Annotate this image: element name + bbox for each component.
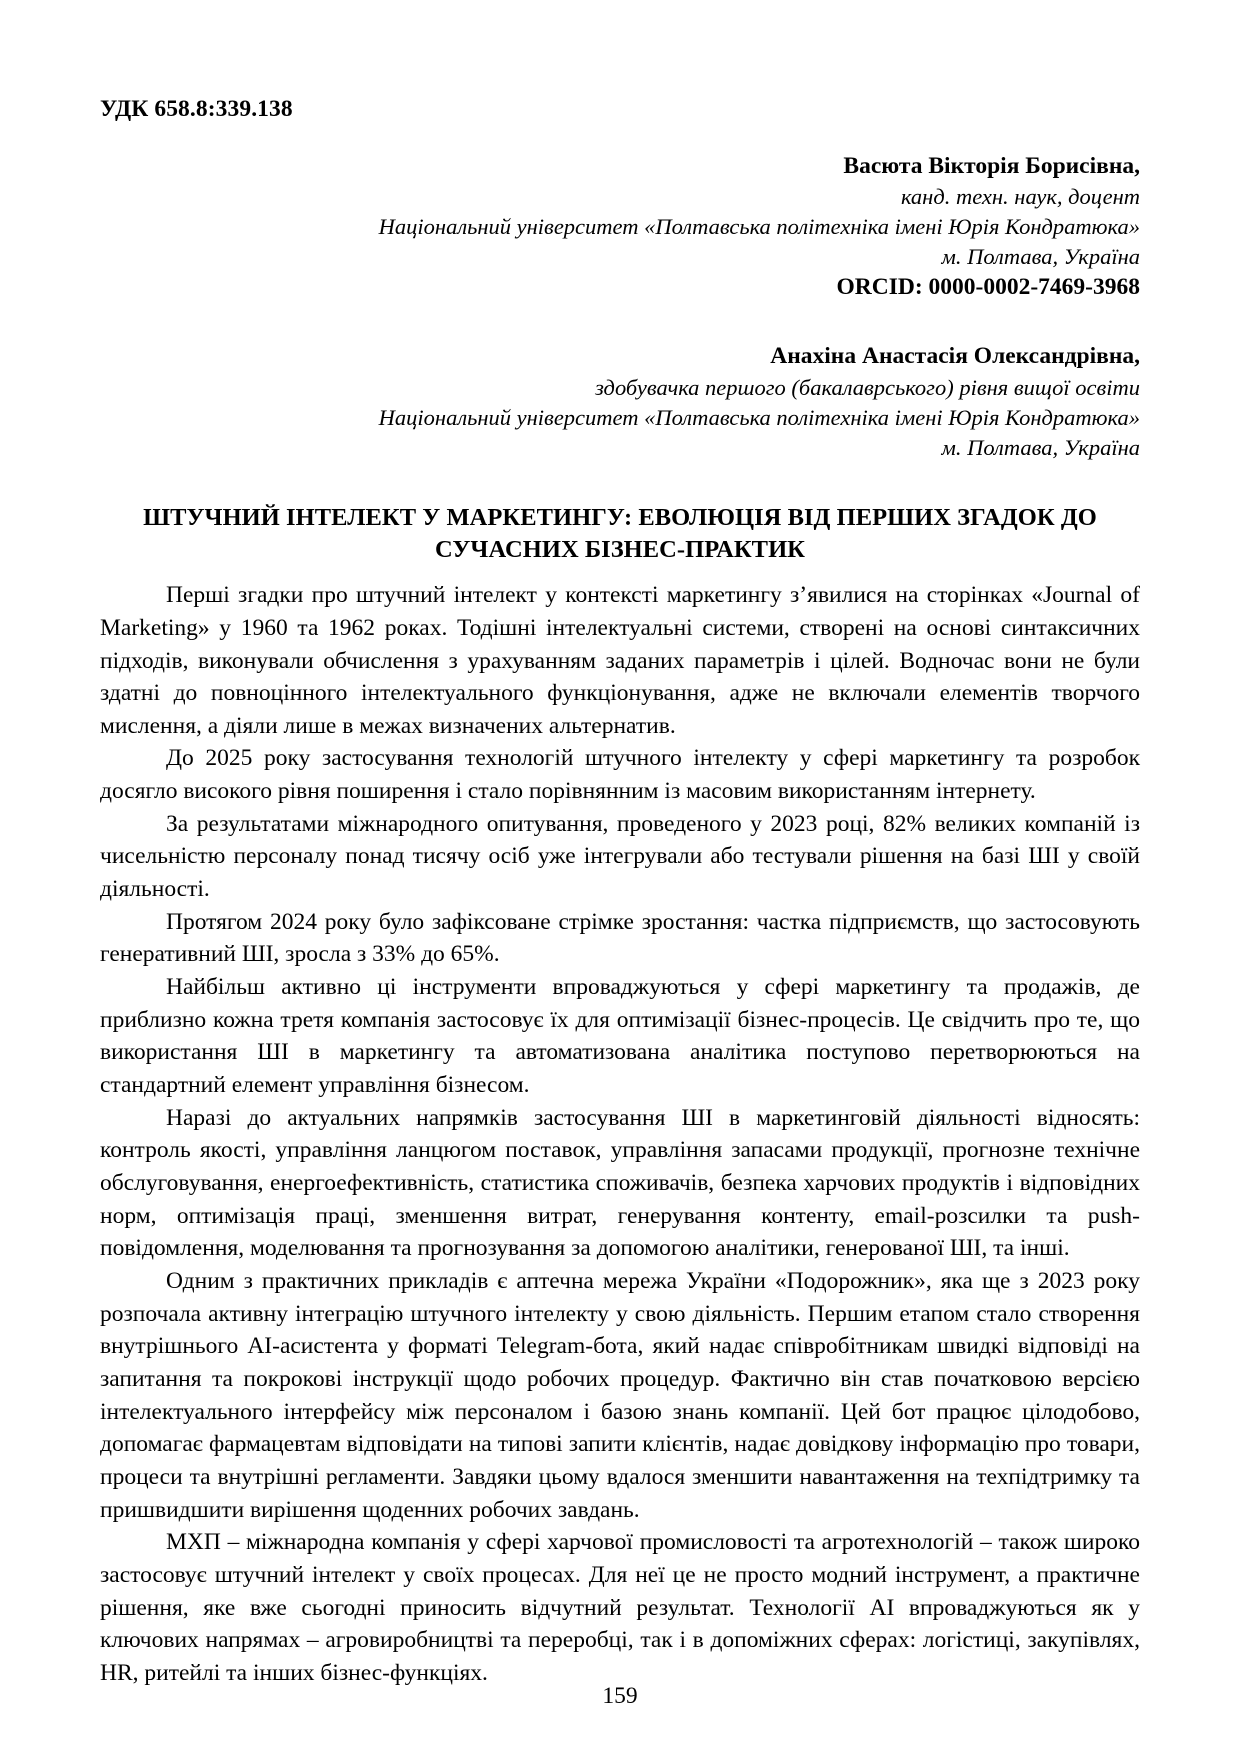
- page-number: 159: [602, 1683, 638, 1709]
- author-city: м. Полтава, Україна: [941, 434, 1140, 460]
- page-title: [100, 502, 1140, 565]
- author-degree: канд. техн. наук, доцент: [900, 184, 1140, 210]
- body-paragraph: Наразі до актуальних напрямків застосування ШІ в маркетинговій діяльності відносять: контроль якості, управління ланцюгом поставок, управління запасами продукції, прогнозне технічне обслуговування, енергоефективність, статистика споживачів, безпека харчових продуктів і відповідних норм, оптимізація праці, зменшення витрат, генерування контенту, email-розсилки та push-повідомлення, моделювання та прогнозування за допомогою аналітики, генерованої ШІ, та інші.: [100, 1104, 1140, 1262]
- udk-code: УДК 658.8:339.138: [100, 96, 293, 122]
- body-paragraph: До 2025 року застосування технологій штучного інтелекту у сфері маркетингу та розробок досягло високого рівня поширення і стало порівнянним із масовим використанням інтернету.: [100, 745, 1140, 805]
- author-block-secondary: [100, 341, 1140, 462]
- author-name: Васюта Вікторія Борисівна,: [843, 153, 1140, 180]
- body-paragraph: МХП – міжнародна компанія у сфері харчової промисловості та агротехнологій – також широко застосовує штучний інтелект у своїх процесах. Для неї це не просто модний інструмент, а практичне рішення, яке вже сьогодні приносить відчутний результат. Технології AI впроваджуються як у ключових напрямах – агровиробництві та переробці, так і в допоміжних сферах: логістиці, закупівлях, HR, ритейлі та інших бізнес-функціях.: [100, 1529, 1140, 1686]
- author-name: Анахіна Анастасія Олександрівна,: [770, 343, 1140, 370]
- author-block-primary: [100, 151, 1140, 303]
- body-text: [100, 579, 1140, 1689]
- body-paragraph: Найбільш активно ці інструменти впроваджуються у сфері маркетингу та продажів, де приблизно кожна третя компанія застосовує їх для оптимізації бізнес-процесів. Це свідчить про те, що використання ШІ в маркетингу та автоматизована аналітика поступово перетворюються на стандартний елемент управління бізнесом.: [100, 974, 1140, 1099]
- author-degree: здобувачка першого (бакалаврського) рівня вищої освіти: [595, 374, 1140, 400]
- author-orcid: ORCID: 0000-0002-7469-3968: [836, 274, 1140, 301]
- title-line-2: СУЧАСНИХ БІЗНЕС-ПРАКТИК: [434, 535, 805, 563]
- author-affiliation: Національний університет «Полтавська політехніка імені Юрія Кондратюка»: [378, 214, 1140, 240]
- body-paragraph: Протягом 2024 року було зафіксоване стрімке зростання: частка підприємств, що застосовують генеративний ШІ, зросла з 33% до 65%.: [100, 908, 1140, 968]
- body-paragraph: Одним з практичних прикладів є аптечна мережа України «Подорожник», яка ще з 2023 року розпочала активну інтеграцію штучного інтелекту у свою діяльність. Першим етапом стало створення внутрішнього AI-асистента у форматі Telegram-бота, який надає співробітникам швидкі відповіді на запитання та покрокові інструкції щодо робочих процедур. Фактично він став початковою версією інтелектуального інтерфейсу між персоналом і базою знань компанії. Цей бот працює цілодобово, допомагає фармацевтам відповідати на типові запити клієнтів, надає довідкову інформацію про товари, процеси та внутрішні регламенти. Завдяки цьому вдалося зменшити навантаження на техпідтримку та пришвидшити вирішення щоденних робочих завдань.: [100, 1267, 1140, 1523]
- author-affiliation: Національний університет «Полтавська політехніка імені Юрія Кондратюка»: [378, 404, 1140, 430]
- author-city: м. Полтава, Україна: [941, 244, 1140, 270]
- body-paragraph: За результатами міжнародного опитування, проведеного у 2023 році, 82% великих компаній із чисельністю персоналу понад тисячу осіб уже інтегрували або тестували рішення на базі ШІ у своїй діяльності.: [100, 810, 1140, 903]
- body-paragraph: Перші згадки про штучний інтелект у контексті маркетингу з’явилися на сторінках «Journal of Marketing» у 1960 та 1962 роках. Тодішні інтелектуальні системи, створені на основі синтаксичних підходів, виконували обчислення з урахуванням заданих параметрів і цілей. Водночас вони не були здатні до повноцінного інтелектуального функціонування, адже не включали елементів творчого мислення, а діяли лише в межах визначених альтернатив.: [100, 582, 1140, 739]
- title-line-1: ШТУЧНИЙ ІНТЕЛЕКТ У МАРКЕТИНГУ: ЕВОЛЮЦІЯ ВІД ПЕРШИХ ЗГАДОК ДО: [143, 504, 1097, 532]
